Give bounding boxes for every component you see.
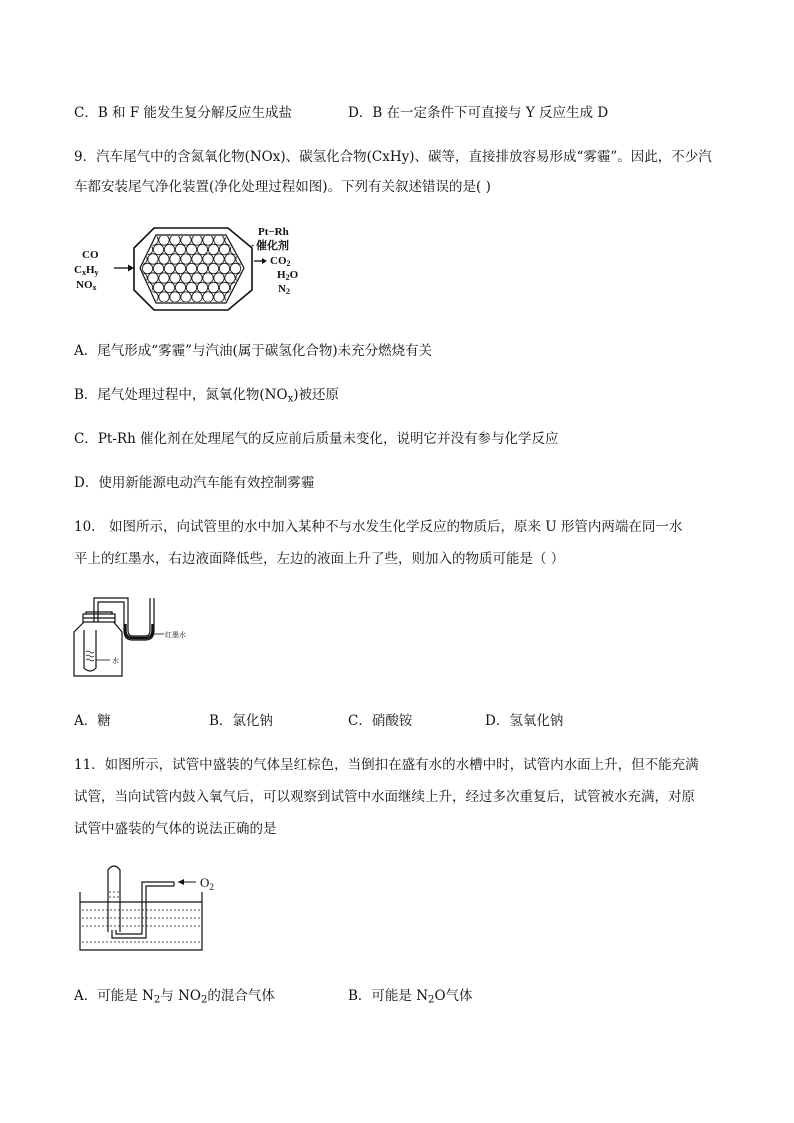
q10-option-c: C．硝酸铵 bbox=[348, 713, 413, 729]
catalyst-pellet bbox=[153, 263, 163, 273]
input-arrow-head bbox=[128, 265, 134, 272]
catalyst-pellet bbox=[214, 254, 224, 264]
catalyst-pellet bbox=[208, 244, 218, 254]
red-ink-label: 红墨水 bbox=[165, 631, 186, 639]
catalyst-pellet bbox=[186, 263, 196, 273]
q9-stem-line2: 车都安装尾气净化装置(净化处理过程如图)。下列有关叙述错误的是( ) bbox=[74, 179, 491, 195]
catalyst-pellet bbox=[203, 273, 213, 283]
u-tube-apparatus-diagram bbox=[70, 590, 210, 685]
q10-stem-line1: 10． 如图所示，向试管里的水中加入某种不与水发生化学反应的物质后，原来 U 形管内两端在同一水 bbox=[74, 519, 683, 535]
u-tube-inner bbox=[128, 598, 150, 636]
catalyst-pellet bbox=[186, 244, 196, 254]
catalyst-pellet bbox=[186, 282, 196, 292]
output-h2o-label: H2O bbox=[277, 269, 299, 282]
output-co2-label: CO2 bbox=[270, 255, 291, 268]
catalyst-pellet bbox=[142, 263, 152, 273]
q11-option-a: A．可能是 $N_2$与 $NO_2$的混合气体 bbox=[74, 988, 275, 1006]
q11-stem-line2: 试管，当向试管内鼓入氧气后，可以观察到试管中水面继续上升，经过多次重复后，试管被水充满，对原 bbox=[74, 789, 695, 805]
catalyst-pellet bbox=[197, 244, 207, 254]
q8-option-d: D．B 在一定条件下可直接与 Y 反应生成 D bbox=[348, 105, 609, 121]
catalyst-pellet bbox=[214, 235, 224, 245]
q10-stem-line2: 平上的红墨水，右边液面降低些，左边的液面上升了些，则加入的物质可能是（ ） bbox=[74, 551, 565, 567]
catalyst-pellet bbox=[230, 263, 240, 273]
inverted-test-tube bbox=[108, 866, 120, 932]
catalyst-pellet bbox=[181, 235, 191, 245]
q10-option-b: B．氯化钠 bbox=[209, 713, 273, 729]
q10-option-d: D．氢氧化钠 bbox=[485, 713, 564, 729]
catalyst-pellet bbox=[225, 254, 235, 264]
catalyst-pellet bbox=[153, 282, 163, 292]
catalyst-pellet bbox=[175, 244, 185, 254]
q9-option-d: D．使用新能源电动汽车能有效控制雾霾 bbox=[74, 475, 315, 491]
catalyst-pellet bbox=[192, 254, 202, 264]
catalyst-pellet bbox=[181, 292, 191, 302]
q11-option-b: B．可能是 $N_2O$气体 bbox=[348, 988, 473, 1006]
catalyst-pellet bbox=[192, 292, 202, 302]
q8-option-c: C．B 和 F 能发生复分解反应生成盐 bbox=[74, 105, 292, 121]
q9-option-a: A．尾气形成“雾霾”与汽油(属于碳氢化合物)未充分燃烧有关 bbox=[74, 343, 433, 359]
catalyst-pellet bbox=[203, 292, 213, 302]
water-label: 水 bbox=[112, 657, 119, 665]
catalyst-pellet bbox=[192, 273, 202, 283]
q9-stem-line1: 9．汽车尾气中的含氮氧化物(NOx)、碳氢化合物(CxHy)、碳等，直接排放容易形成“雾霾”。因此，不少汽 bbox=[74, 149, 712, 165]
output-arrow-head bbox=[262, 258, 267, 264]
catalyst-pellet bbox=[159, 235, 169, 245]
catalyst-pellet bbox=[170, 235, 180, 245]
catalyst-pellet bbox=[164, 244, 174, 254]
inner-test-tube bbox=[84, 630, 96, 671]
catalyst-pellet bbox=[159, 254, 169, 264]
catalyst-pellet bbox=[214, 273, 224, 283]
o2-arrow-head bbox=[178, 879, 184, 885]
input-cxhy-label: CxHy bbox=[74, 264, 99, 277]
catalyst-label-2: 催化剂 bbox=[256, 240, 289, 252]
catalyst-pellet bbox=[175, 263, 185, 273]
oxygen-delivery-tube bbox=[116, 882, 174, 934]
water-in-tube bbox=[86, 651, 94, 661]
water-trough bbox=[80, 892, 202, 950]
catalyst-pellet bbox=[148, 273, 158, 283]
catalyst-pellet bbox=[148, 254, 158, 264]
q9-option-b: B．尾气处理过程中，氮氧化物$(NO_x)$被还原 bbox=[74, 387, 340, 405]
catalyst-pellet bbox=[181, 254, 191, 264]
o2-label: $O_2$ bbox=[200, 875, 214, 892]
catalyst-pellet bbox=[225, 273, 235, 283]
catalyst-pellet bbox=[219, 282, 229, 292]
inverted-tube-water-trough-diagram bbox=[74, 860, 254, 955]
q11-stem-line1: 11．如图所示，试管中盛装的气体呈红棕色，当倒扣在盛有水的水槽中时，试管内水面上升，但不能充满 bbox=[74, 757, 699, 773]
q11-stem-line3: 试管中盛装的气体的说法正确的是 bbox=[74, 821, 277, 837]
catalyst-pellet bbox=[203, 235, 213, 245]
output-n2-label: N2 bbox=[278, 283, 290, 296]
catalyst-pellet bbox=[197, 282, 207, 292]
catalyst-pellet bbox=[197, 263, 207, 273]
catalyst-pellet bbox=[170, 273, 180, 283]
catalyst-pellet bbox=[159, 273, 169, 283]
catalyst-pellet bbox=[208, 263, 218, 273]
q10-option-a: A．糖 bbox=[74, 713, 111, 729]
catalyst-pellet bbox=[175, 282, 185, 292]
q9-option-c: C．Pt-Rh 催化剂在处理尾气的反应前后质量未变化，说明它并没有参与化学反应 bbox=[74, 431, 559, 447]
catalytic-converter-diagram bbox=[70, 218, 310, 318]
catalyst-pellet bbox=[214, 292, 224, 302]
catalyst-pellet bbox=[164, 282, 174, 292]
catalyst-pellet bbox=[181, 273, 191, 283]
catalyst-label-1: Pt−Rh bbox=[258, 226, 289, 238]
input-co-label: CO bbox=[82, 249, 99, 261]
catalyst-pellet bbox=[153, 244, 163, 254]
catalyst-pellet bbox=[203, 254, 213, 264]
catalyst-pellet bbox=[164, 263, 174, 273]
catalyst-pellet bbox=[159, 292, 169, 302]
catalyst-pellet bbox=[170, 254, 180, 264]
catalyst-pellet bbox=[219, 244, 229, 254]
input-nox-label: NOx bbox=[76, 279, 97, 292]
catalyst-pellet bbox=[192, 235, 202, 245]
catalyst-pellet bbox=[170, 292, 180, 302]
oxygen-delivery-tube-inner bbox=[112, 886, 174, 938]
catalyst-pellet bbox=[208, 282, 218, 292]
catalyst-pellet bbox=[219, 263, 229, 273]
